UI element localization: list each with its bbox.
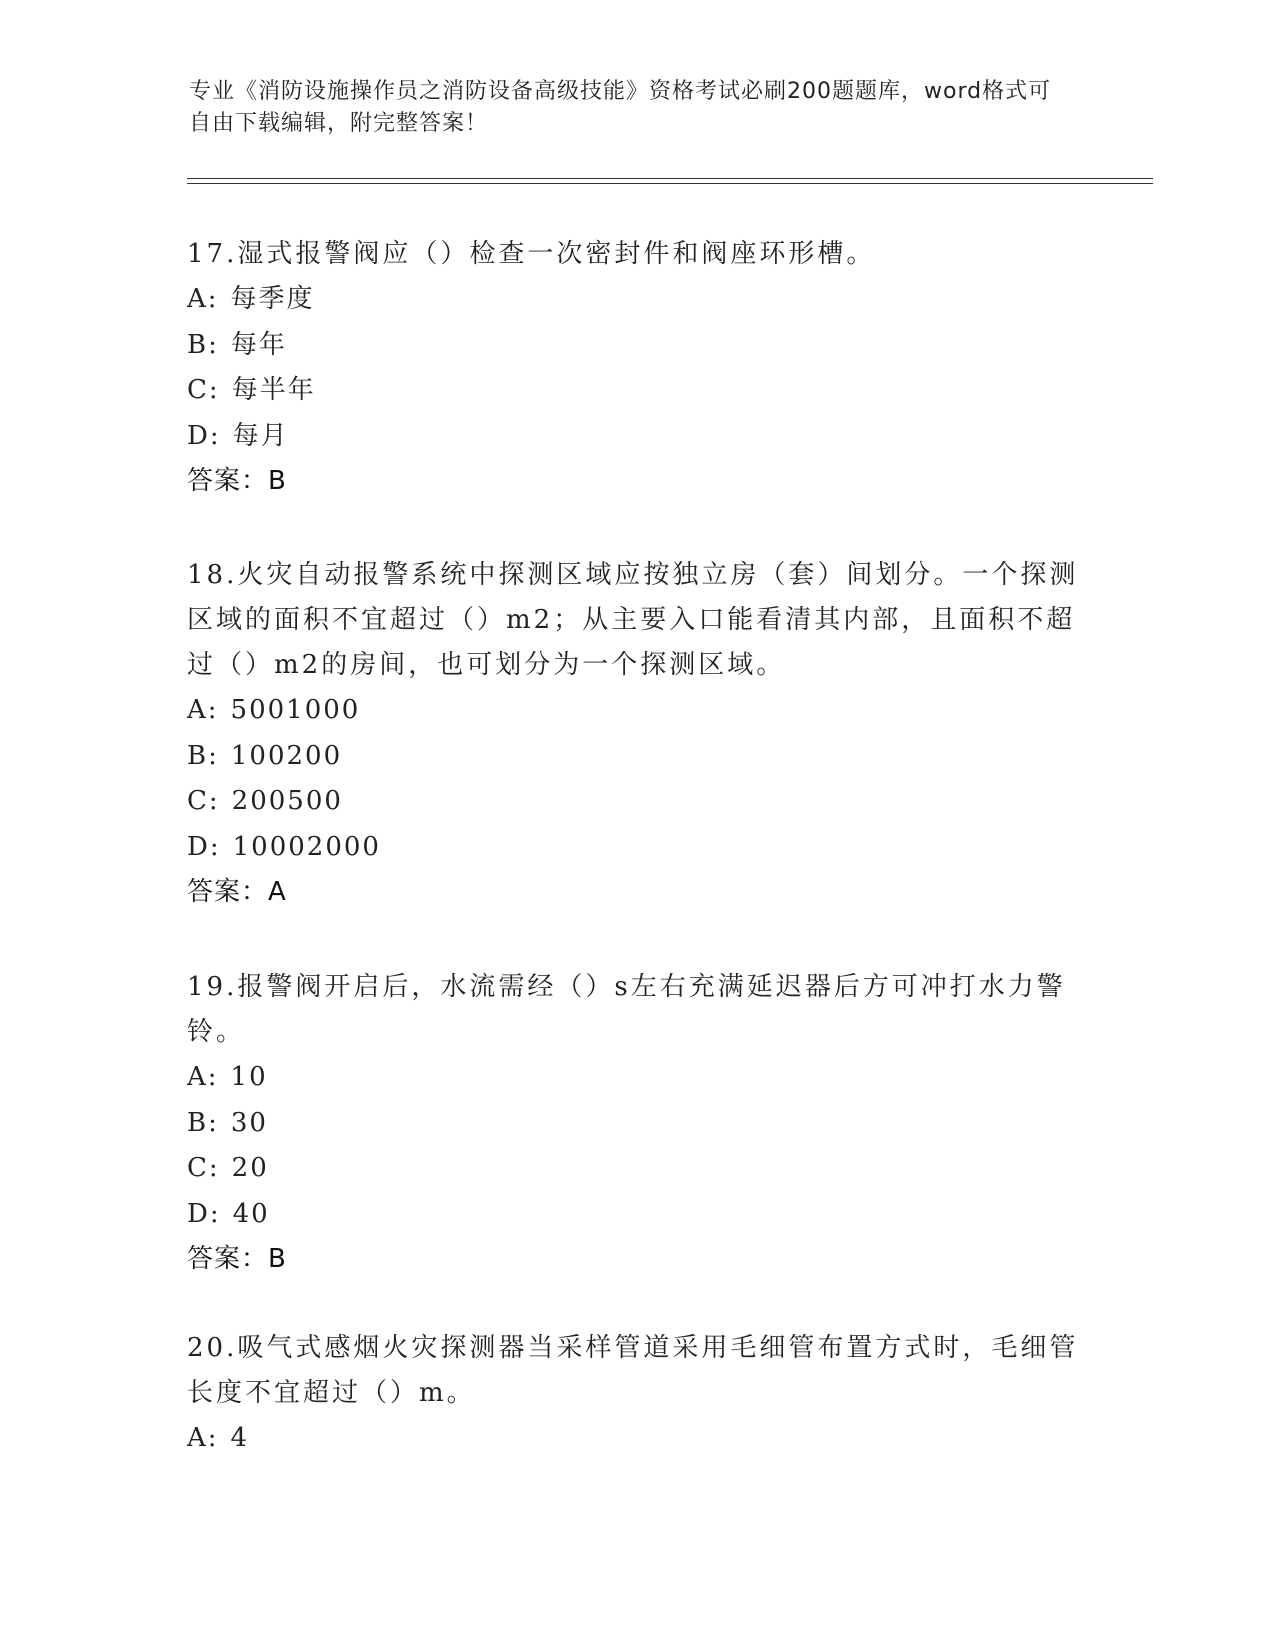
option-b: [187, 1101, 1087, 1147]
question-stem: 20.吸气式感烟火灾探测器当采样管道采用毛细管布置方式时，毛细管长度不宜超过（）m。: [187, 1333, 1079, 1408]
option-text: 每半年: [231, 375, 316, 405]
option-d: [187, 414, 1087, 460]
option-text: 4: [230, 1423, 250, 1453]
answer-line: 答案：B: [187, 1244, 287, 1274]
option-d: [187, 1192, 1087, 1238]
answer-line: 答案：B: [187, 466, 287, 496]
option-c: [187, 1146, 1087, 1192]
option-text: 10002000: [232, 831, 381, 862]
option-letter: B:: [187, 329, 219, 360]
option-a: [187, 1055, 1087, 1101]
option-a: [187, 688, 1087, 734]
option-text: 100200: [230, 740, 343, 771]
option-letter: D:: [187, 831, 221, 862]
option-letter: D:: [187, 420, 221, 451]
header-divider-bottom: [187, 183, 1153, 184]
option-text: 每季度: [230, 284, 315, 314]
option-d: [187, 825, 1087, 871]
option-text: 5001000: [230, 695, 361, 725]
option-letter: D:: [187, 1198, 221, 1229]
option-b: [187, 734, 1087, 780]
option-letter: B:: [187, 1107, 219, 1138]
header-divider-top: [187, 178, 1153, 179]
question-20: [187, 1326, 1087, 1462]
option-c: [187, 368, 1087, 414]
option-a: [187, 277, 1087, 323]
option-letter: A:: [187, 1062, 219, 1092]
option-letter: C:: [187, 786, 220, 816]
option-text: 200500: [231, 786, 343, 816]
question-19: [187, 965, 1087, 1282]
option-letter: A:: [187, 284, 219, 314]
option-text: 10: [230, 1062, 268, 1092]
option-letter: A:: [187, 695, 219, 725]
option-text: 每年: [230, 329, 287, 360]
option-text: 40: [232, 1198, 270, 1229]
option-text: 20: [231, 1153, 269, 1183]
option-a: [187, 1416, 1087, 1462]
question-stem: 19.报警阀开启后，水流需经（）s左右充满延迟器后方可冲打水力警铃。: [187, 972, 1066, 1047]
question-17: [187, 232, 1087, 504]
question-18: [187, 553, 1087, 915]
option-text: 30: [230, 1107, 268, 1138]
option-c: [187, 779, 1087, 825]
option-letter: C:: [187, 375, 220, 405]
answer-line: 答案：A: [187, 877, 287, 907]
option-letter: B:: [187, 740, 219, 771]
option-letter: C:: [187, 1153, 220, 1183]
option-text: 每月: [232, 420, 289, 451]
option-b: [187, 323, 1087, 369]
option-letter: A:: [187, 1423, 219, 1453]
question-stem: 18.火灾自动报警系统中探测区域应按独立房（套）间划分。一个探测区域的面积不宜超过（）m2；从主要入口能看清其内部，且面积不超过（）m2的房间，也可划分为一个探测区域。: [187, 560, 1079, 680]
document-header: 专业《消防设施操作员之消防设备高级技能》资格考试必刷200题题库，word格式可自由下载编辑，附完整答案！: [189, 79, 1052, 136]
question-stem: 17.湿式报警阀应（）检查一次密封件和阀座环形槽。: [187, 239, 876, 269]
